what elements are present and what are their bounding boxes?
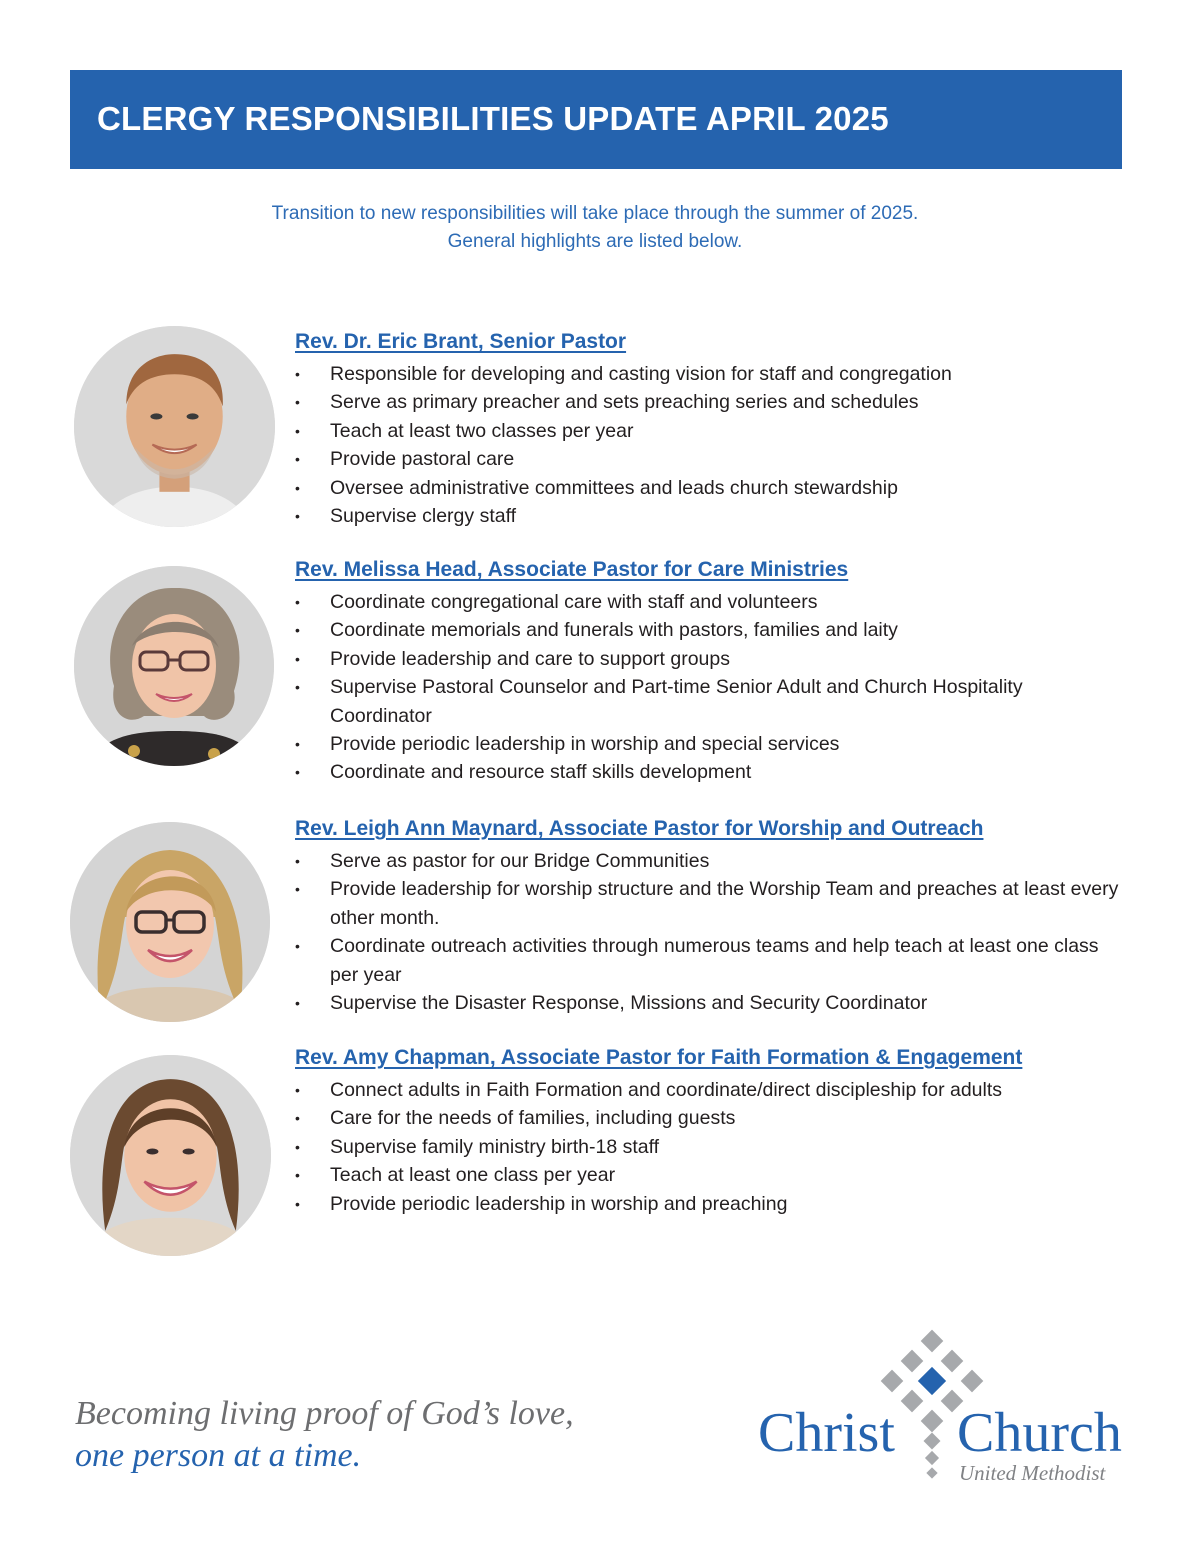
page-title: CLERGY RESPONSIBILITIES UPDATE APRIL 2025 [97, 100, 889, 137]
duty-list [295, 588, 1125, 787]
list-item: • Responsible for developing and casting vision for staff and congregation [295, 360, 1125, 388]
list-item: • Supervise Pastoral Counselor and Part-time Senior Adult and Church Hospitality Coordinator [295, 673, 1125, 730]
intro-line-1: Transition to new responsibilities will take place through the summer of 2025. [271, 203, 919, 224]
duty-list [295, 1076, 1125, 1218]
list-item: • Teach at least two classes per year [295, 417, 1125, 445]
tagline-line-2: one person at a time. [75, 1437, 362, 1474]
list-item: • Supervise family ministry birth-18 staff [295, 1133, 1125, 1161]
duty-list [295, 360, 1125, 530]
logo-subtitle: United Methodist [959, 1461, 1106, 1485]
list-item: • Serve as primary preacher and sets preaching series and schedules [295, 388, 1125, 416]
list-item: • Provide periodic leadership in worship and preaching [295, 1190, 1125, 1218]
list-item: • Teach at least one class per year [295, 1161, 1125, 1189]
list-item: • Provide leadership for worship structure and the Worship Team and preaches at least every other month. [295, 875, 1125, 932]
list-item: • Coordinate and resource staff skills development [295, 758, 1125, 786]
list-item: • Supervise the Disaster Response, Missions and Security Coordinator [295, 989, 1125, 1017]
clergy-name: Rev. Leigh Ann Maynard, Associate Pastor for Worship and Outreach [295, 817, 984, 840]
clergy-name: Rev. Amy Chapman, Associate Pastor for Faith Formation & Engagement [295, 1046, 1023, 1069]
clergy-name: Rev. Melissa Head, Associate Pastor for Care Ministries [295, 558, 849, 581]
list-item: • Provide pastoral care [295, 445, 1125, 473]
list-item: • Coordinate congregational care with staff and volunteers [295, 588, 1125, 616]
portrait-photo [74, 566, 274, 766]
intro-line-2: General highlights are listed below. [447, 231, 743, 252]
list-item: • Serve as pastor for our Bridge Communities [295, 847, 1125, 875]
list-item: • Care for the needs of families, including guests [295, 1104, 1125, 1132]
list-item: • Oversee administrative committees and leads church stewardship [295, 474, 1125, 502]
list-item: • Provide leadership and care to support groups [295, 645, 1125, 673]
duty-list [295, 847, 1125, 1017]
list-item: • Coordinate outreach activities through numerous teams and help teach at least one class per year [295, 932, 1125, 989]
list-item: • Coordinate memorials and funerals with pastors, families and laity [295, 616, 1125, 644]
list-item: • Connect adults in Faith Formation and coordinate/direct discipleship for adults [295, 1076, 1125, 1104]
portrait-photo [70, 822, 270, 1022]
list-item: • Provide periodic leadership in worship and special services [295, 730, 1125, 758]
tagline-line-1: Becoming living proof of God’s love, [75, 1395, 574, 1432]
clergy-name: Rev. Dr. Eric Brant, Senior Pastor [295, 330, 627, 353]
tagline [75, 1393, 574, 1477]
list-item: • Supervise clergy staff [295, 502, 1125, 530]
portrait-photo [74, 326, 275, 527]
logo-word-church: Church [957, 1402, 1122, 1464]
church-logo [752, 1328, 1137, 1488]
logo-word-christ: Christ [758, 1402, 895, 1464]
portrait-photo [70, 1055, 271, 1256]
intro-text [0, 200, 1190, 256]
title-banner [70, 70, 1122, 169]
